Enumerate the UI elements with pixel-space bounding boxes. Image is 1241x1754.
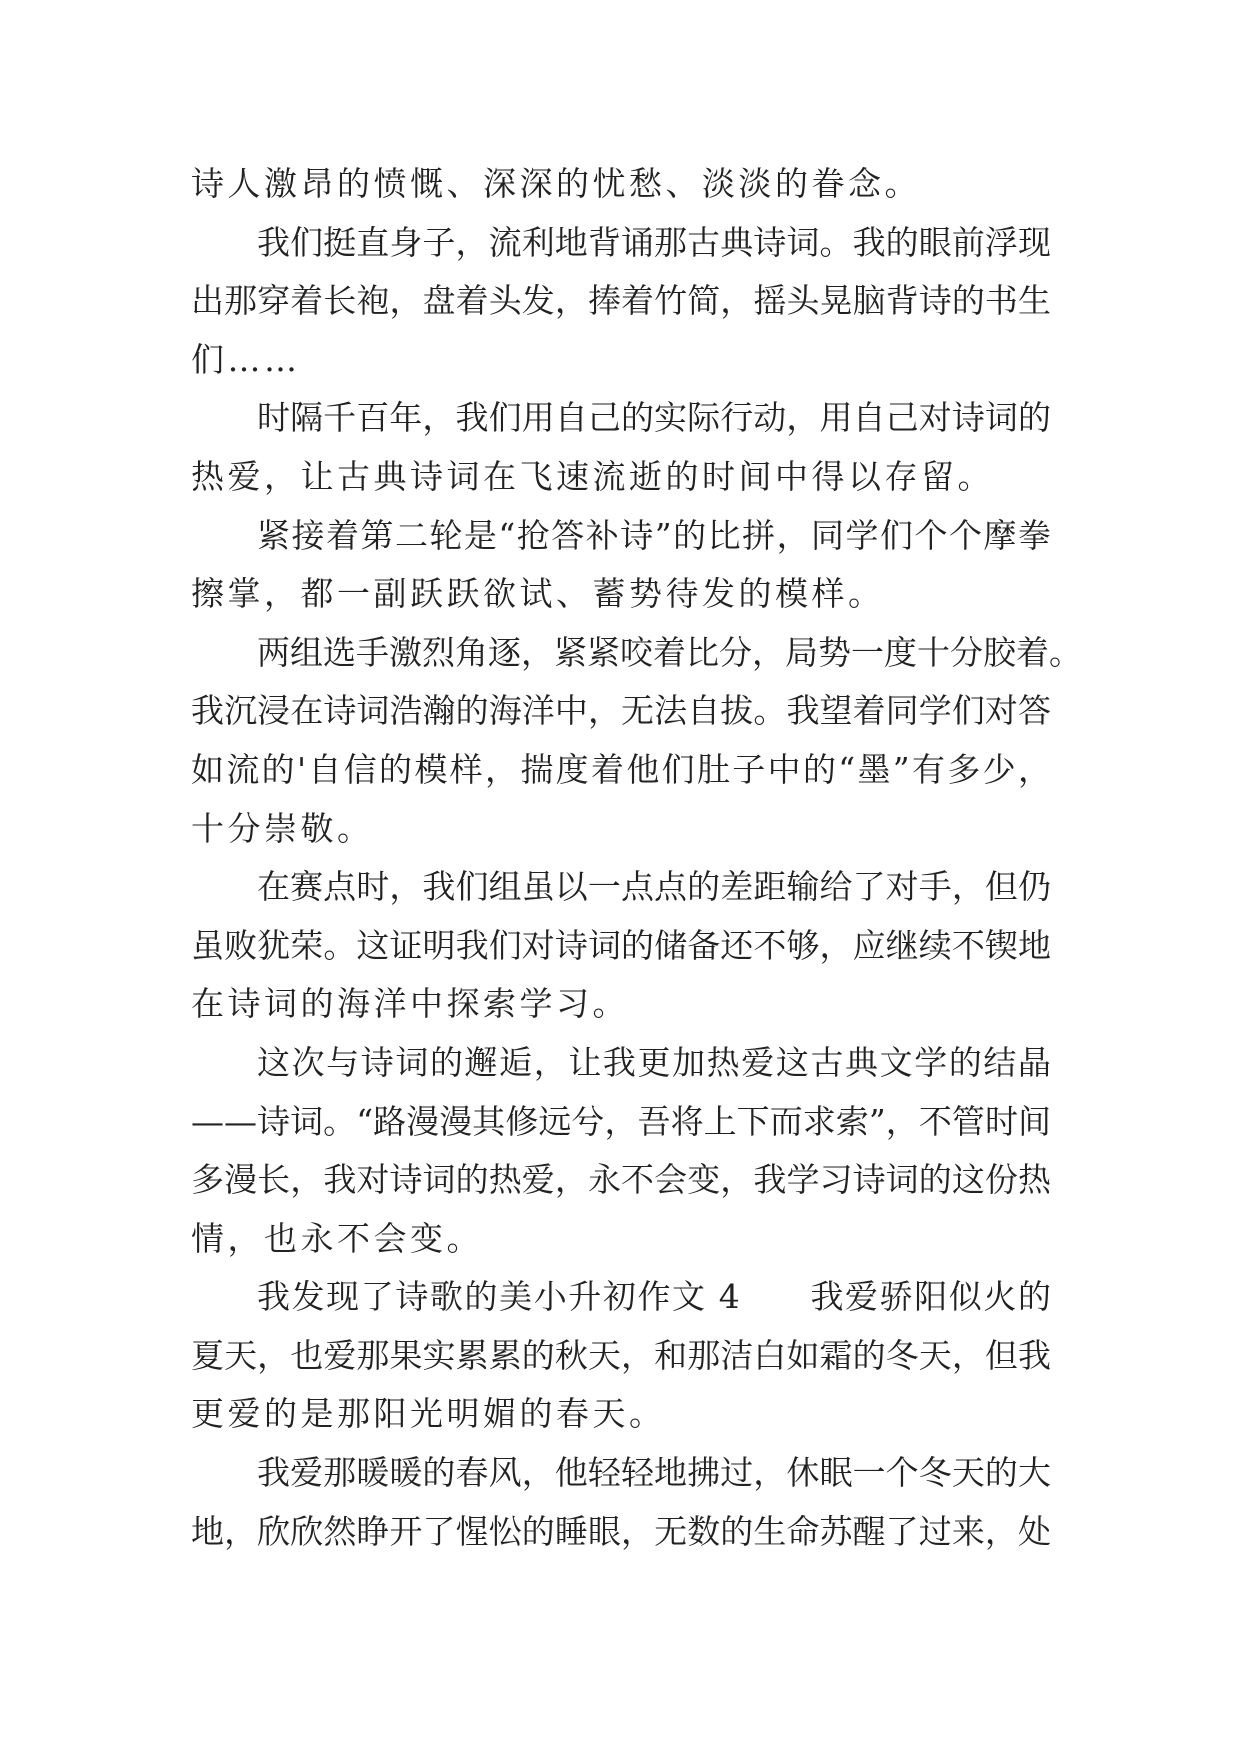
text-line: 在诗词的海洋中探索学习。 — [191, 984, 629, 1024]
text-line: 更爱的是那阳光明媚的春天。 — [191, 1394, 666, 1434]
text-line: 地，欣欣然睁开了惺忪的睡眼，无数的生命苏醒了过来，处 — [191, 1511, 1051, 1551]
text-line: 情，也永不会变。 — [191, 1218, 483, 1258]
text-line: 热爱，让古典诗词在飞速流逝的时间中得以存留。 — [191, 456, 994, 496]
text-line: 这次与诗词的邂逅，让我更加热爱这古典文学的结晶 — [257, 1042, 1051, 1082]
text-line: 诗人激昂的愤慨、深深的忧愁、淡淡的眷念。 — [191, 164, 921, 203]
text-line: 虽败犹荣。这证明我们对诗词的储备还不够，应继续不锲地 — [191, 925, 1051, 965]
text-line: 们…… — [191, 339, 301, 379]
text-line: 如流的'自信的模样，揣度着他们肚子中的“墨”有多少， — [191, 749, 1051, 789]
text-line: 多漫长，我对诗词的热爱，永不会变，我学习诗词的这份热 — [191, 1160, 1051, 1200]
text-line: 擦掌，都一副跃跃欲试、蓄势待发的模样。 — [191, 574, 885, 614]
text-line: 我发现了诗歌的美小升初作文 4 我爱骄阳似火的 — [257, 1277, 1051, 1317]
text-line: 时隔千百年，我们用自己的实际行动，用自己对诗词的 — [257, 398, 1051, 438]
text-line: 我沉浸在诗词浩瀚的海洋中，无法自拔。我望着同学们对答 — [191, 691, 1051, 731]
text-line: 夏天，也爱那果实累累的秋天，和那洁白如霜的冬天，但我 — [191, 1335, 1051, 1375]
text-line: 十分崇敬。 — [191, 808, 374, 848]
text-line: 紧接着第二轮是“抢答补诗”的比拼，同学们个个摩拳 — [257, 515, 1051, 555]
document-page — [191, 155, 1082, 1561]
text-line: ——诗词。“路漫漫其修远兮，吾将上下而求索”，不管时间 — [191, 1101, 1051, 1141]
text-line: 我们挺直身子，流利地背诵那古典诗词。我的眼前浮现 — [257, 222, 1051, 262]
text-line: 出那穿着长袍，盘着头发，捧着竹简，摇头晃脑背诗的书生 — [191, 281, 1051, 321]
text-line: 两组选手激烈角逐，紧紧咬着比分，局势一度十分胶着。 — [257, 632, 1082, 672]
text-line: 在赛点时，我们组虽以一点点的差距输给了对手，但仍 — [257, 867, 1051, 907]
text-line: 我爱那暖暖的春风，他轻轻地拂过，休眠一个冬天的大 — [257, 1453, 1051, 1493]
